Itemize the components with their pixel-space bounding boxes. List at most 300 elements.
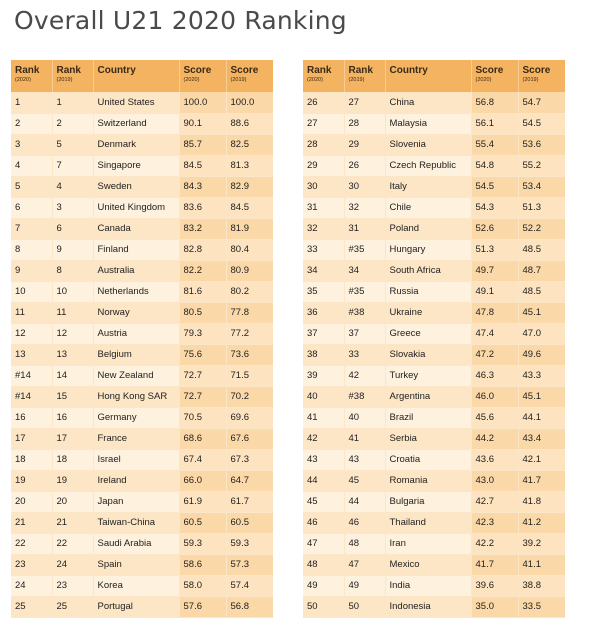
table-row (11, 92, 273, 113)
score-2020-cell: 54.3 (471, 197, 518, 218)
score-2019-cell: 73.6 (226, 344, 273, 365)
score-2020-cell: 39.6 (471, 575, 518, 596)
rank-2020-cell: 1 (11, 92, 52, 113)
rank-2019-cell: 11 (52, 302, 93, 323)
rank-2019-cell: 21 (52, 512, 93, 533)
rank-2019-cell: 23 (52, 575, 93, 596)
rank-2019-cell: 3 (52, 197, 93, 218)
country-cell: Denmark (93, 134, 179, 155)
rank-2019-cell: 41 (344, 428, 385, 449)
rank-2019-cell: #38 (344, 302, 385, 323)
rank-2019-cell: 25 (52, 596, 93, 617)
rank-2019-cell: 28 (344, 113, 385, 134)
table-row (303, 512, 565, 533)
country-cell: Indonesia (385, 596, 471, 617)
score-2019-cell: 38.8 (518, 575, 565, 596)
score-2019-cell: 60.5 (226, 512, 273, 533)
rank-2019-cell: 31 (344, 218, 385, 239)
table-row (11, 176, 273, 197)
country-cell: India (385, 575, 471, 596)
score-2020-cell: 84.5 (179, 155, 226, 176)
score-2020-cell: 72.7 (179, 386, 226, 407)
rank-2019-cell: #38 (344, 386, 385, 407)
table-row (11, 323, 273, 344)
country-cell: United States (93, 92, 179, 113)
score-2020-cell: 52.6 (471, 218, 518, 239)
country-cell: Bulgaria (385, 491, 471, 512)
table-row (11, 491, 273, 512)
score-2020-cell: 51.3 (471, 239, 518, 260)
table-row (303, 344, 565, 365)
rank-2019-cell: 29 (344, 134, 385, 155)
score-2019-cell: 39.2 (518, 533, 565, 554)
rank-2019-cell: 14 (52, 365, 93, 386)
score-2019-cell: 54.5 (518, 113, 565, 134)
score-2020-cell: 47.8 (471, 302, 518, 323)
score-2019-cell: 43.4 (518, 428, 565, 449)
rank-2019-cell: 6 (52, 218, 93, 239)
table-row (11, 197, 273, 218)
rank-2019-cell: 7 (52, 155, 93, 176)
score-2019-cell: 41.2 (518, 512, 565, 533)
score-2019-cell: 47.0 (518, 323, 565, 344)
header-score-2019: Score (2019) (226, 60, 273, 92)
score-2020-cell: 84.3 (179, 176, 226, 197)
rank-2019-cell: 17 (52, 428, 93, 449)
rank-2019-cell: 48 (344, 533, 385, 554)
rank-2019-cell: 2 (52, 113, 93, 134)
table-row (303, 92, 565, 113)
rank-2020-cell: 37 (303, 323, 344, 344)
country-cell: Mexico (385, 554, 471, 575)
score-2020-cell: 41.7 (471, 554, 518, 575)
rank-2019-cell: 4 (52, 176, 93, 197)
rank-2020-cell: 10 (11, 281, 52, 302)
country-cell: Slovakia (385, 344, 471, 365)
score-2019-cell: 48.5 (518, 239, 565, 260)
country-cell: Brazil (385, 407, 471, 428)
rank-2019-cell: 15 (52, 386, 93, 407)
table-row (303, 365, 565, 386)
country-cell: Finland (93, 239, 179, 260)
score-2019-cell: 59.3 (226, 533, 273, 554)
table-row (303, 281, 565, 302)
country-cell: Saudi Arabia (93, 533, 179, 554)
country-cell: South Africa (385, 260, 471, 281)
rank-2020-cell: 19 (11, 470, 52, 491)
country-cell: Spain (93, 554, 179, 575)
score-2019-cell: 70.2 (226, 386, 273, 407)
rank-2019-cell: 20 (52, 491, 93, 512)
table-header-row (11, 60, 273, 92)
country-cell: Malaysia (385, 113, 471, 134)
score-2019-cell: 43.3 (518, 365, 565, 386)
table-row (303, 218, 565, 239)
rank-2019-cell: 16 (52, 407, 93, 428)
header-score-2020: Score (2020) (471, 60, 518, 92)
table-row (303, 470, 565, 491)
rank-2019-cell: #35 (344, 281, 385, 302)
table-row (11, 512, 273, 533)
table-row (11, 134, 273, 155)
score-2019-cell: 77.8 (226, 302, 273, 323)
country-cell: China (385, 92, 471, 113)
rank-2020-cell: 5 (11, 176, 52, 197)
rank-2020-cell: 8 (11, 239, 52, 260)
rank-2020-cell: 25 (11, 596, 52, 617)
country-cell: Italy (385, 176, 471, 197)
score-2020-cell: 35.0 (471, 596, 518, 617)
rank-2019-cell: 26 (344, 155, 385, 176)
score-2019-cell: 51.3 (518, 197, 565, 218)
score-2019-cell: 77.2 (226, 323, 273, 344)
rank-2020-cell: 11 (11, 302, 52, 323)
country-cell: United Kingdom (93, 197, 179, 218)
score-2020-cell: 47.2 (471, 344, 518, 365)
country-cell: Romania (385, 470, 471, 491)
country-cell: Slovenia (385, 134, 471, 155)
table-row (11, 596, 273, 617)
score-2019-cell: 82.9 (226, 176, 273, 197)
score-2019-cell: 49.6 (518, 344, 565, 365)
country-cell: Serbia (385, 428, 471, 449)
score-2019-cell: 100.0 (226, 92, 273, 113)
rank-2019-cell: 42 (344, 365, 385, 386)
table-row (11, 239, 273, 260)
rank-2020-cell: 36 (303, 302, 344, 323)
table-row (11, 428, 273, 449)
score-2019-cell: 45.1 (518, 386, 565, 407)
score-2020-cell: 44.2 (471, 428, 518, 449)
table-row (11, 302, 273, 323)
score-2020-cell: 67.4 (179, 449, 226, 470)
rank-2019-cell: 40 (344, 407, 385, 428)
score-2020-cell: 61.9 (179, 491, 226, 512)
rank-2020-cell: 50 (303, 596, 344, 617)
table-row (303, 302, 565, 323)
rank-2020-cell: 21 (11, 512, 52, 533)
score-2020-cell: 85.7 (179, 134, 226, 155)
score-2019-cell: 54.7 (518, 92, 565, 113)
rank-2019-cell: 27 (344, 92, 385, 113)
score-2020-cell: 55.4 (471, 134, 518, 155)
table-row (11, 281, 273, 302)
score-2019-cell: 67.3 (226, 449, 273, 470)
rank-2019-cell: 45 (344, 470, 385, 491)
score-2019-cell: 84.5 (226, 197, 273, 218)
rank-2020-cell: 42 (303, 428, 344, 449)
score-2019-cell: 41.7 (518, 470, 565, 491)
score-2019-cell: 69.6 (226, 407, 273, 428)
table-row (11, 386, 273, 407)
table-row (11, 344, 273, 365)
score-2019-cell: 41.8 (518, 491, 565, 512)
rank-2020-cell: 12 (11, 323, 52, 344)
table-row (303, 323, 565, 344)
rank-2020-cell: 46 (303, 512, 344, 533)
table-row (303, 533, 565, 554)
rank-2019-cell: 49 (344, 575, 385, 596)
score-2019-cell: 88.6 (226, 113, 273, 134)
country-cell: Belgium (93, 344, 179, 365)
score-2020-cell: 47.4 (471, 323, 518, 344)
rank-2020-cell: 24 (11, 575, 52, 596)
rank-2020-cell: 32 (303, 218, 344, 239)
score-2020-cell: 80.5 (179, 302, 226, 323)
country-cell: Croatia (385, 449, 471, 470)
rank-2019-cell: 19 (52, 470, 93, 491)
score-2020-cell: 83.2 (179, 218, 226, 239)
rank-2020-cell: 18 (11, 449, 52, 470)
country-cell: France (93, 428, 179, 449)
table-row (303, 554, 565, 575)
table-row (303, 134, 565, 155)
score-2020-cell: 56.8 (471, 92, 518, 113)
table-row (11, 260, 273, 281)
table-row (303, 449, 565, 470)
table-row (303, 428, 565, 449)
country-cell: Thailand (385, 512, 471, 533)
header-rank-2019: Rank (2019) (344, 60, 385, 92)
table-row (11, 554, 273, 575)
score-2019-cell: 53.6 (518, 134, 565, 155)
table-row (11, 575, 273, 596)
table-row (11, 533, 273, 554)
table-row (303, 176, 565, 197)
table-row (11, 449, 273, 470)
score-2020-cell: 42.2 (471, 533, 518, 554)
score-2019-cell: 57.3 (226, 554, 273, 575)
score-2020-cell: 49.1 (471, 281, 518, 302)
score-2020-cell: 66.0 (179, 470, 226, 491)
rank-2020-cell: 49 (303, 575, 344, 596)
score-2020-cell: 46.3 (471, 365, 518, 386)
rank-2020-cell: 6 (11, 197, 52, 218)
score-2019-cell: 44.1 (518, 407, 565, 428)
score-2019-cell: 64.7 (226, 470, 273, 491)
score-2019-cell: 56.8 (226, 596, 273, 617)
score-2019-cell: 61.7 (226, 491, 273, 512)
score-2020-cell: 68.6 (179, 428, 226, 449)
rank-2020-cell: 3 (11, 134, 52, 155)
rank-2019-cell: 22 (52, 533, 93, 554)
score-2020-cell: 46.0 (471, 386, 518, 407)
score-2019-cell: 42.1 (518, 449, 565, 470)
rank-2020-cell: 34 (303, 260, 344, 281)
rank-2020-cell: 41 (303, 407, 344, 428)
table-row (11, 113, 273, 134)
score-2020-cell: 42.7 (471, 491, 518, 512)
header-rank-2020: Rank (2020) (11, 60, 52, 92)
rank-2020-cell: #14 (11, 386, 52, 407)
table-row (303, 197, 565, 218)
country-cell: Japan (93, 491, 179, 512)
rank-2019-cell: 8 (52, 260, 93, 281)
rank-2020-cell: 16 (11, 407, 52, 428)
rank-2019-cell: 44 (344, 491, 385, 512)
rank-2019-cell: 43 (344, 449, 385, 470)
rank-2019-cell: 24 (52, 554, 93, 575)
score-2019-cell: 52.2 (518, 218, 565, 239)
country-cell: Switzerland (93, 113, 179, 134)
rank-2019-cell: 37 (344, 323, 385, 344)
rank-2020-cell: 2 (11, 113, 52, 134)
score-2020-cell: 72.7 (179, 365, 226, 386)
rank-2020-cell: 47 (303, 533, 344, 554)
rank-2020-cell: 9 (11, 260, 52, 281)
country-cell: Turkey (385, 365, 471, 386)
country-cell: Taiwan-China (93, 512, 179, 533)
score-2020-cell: 43.0 (471, 470, 518, 491)
rank-2019-cell: 12 (52, 323, 93, 344)
country-cell: Greece (385, 323, 471, 344)
country-cell: Hungary (385, 239, 471, 260)
header-score-2019: Score (2019) (518, 60, 565, 92)
rank-2020-cell: 35 (303, 281, 344, 302)
country-cell: New Zealand (93, 365, 179, 386)
score-2020-cell: 58.0 (179, 575, 226, 596)
country-cell: Canada (93, 218, 179, 239)
rank-2020-cell: 31 (303, 197, 344, 218)
score-2019-cell: 82.5 (226, 134, 273, 155)
score-2020-cell: 49.7 (471, 260, 518, 281)
score-2020-cell: 83.6 (179, 197, 226, 218)
score-2020-cell: 60.5 (179, 512, 226, 533)
rank-2019-cell: #35 (344, 239, 385, 260)
table-row (303, 575, 565, 596)
rank-2020-cell: 27 (303, 113, 344, 134)
rank-2020-cell: 29 (303, 155, 344, 176)
rank-2019-cell: 46 (344, 512, 385, 533)
country-cell: Australia (93, 260, 179, 281)
score-2019-cell: 41.1 (518, 554, 565, 575)
score-2020-cell: 90.1 (179, 113, 226, 134)
score-2020-cell: 54.5 (471, 176, 518, 197)
rank-2019-cell: 9 (52, 239, 93, 260)
country-cell: Sweden (93, 176, 179, 197)
score-2020-cell: 70.5 (179, 407, 226, 428)
rank-2020-cell: 40 (303, 386, 344, 407)
rank-2019-cell: 13 (52, 344, 93, 365)
score-2020-cell: 43.6 (471, 449, 518, 470)
rank-2020-cell: 28 (303, 134, 344, 155)
header-country: Country (93, 60, 179, 92)
header-country: Country (385, 60, 471, 92)
rank-2020-cell: 45 (303, 491, 344, 512)
score-2019-cell: 55.2 (518, 155, 565, 176)
header-score-2020: Score (2020) (179, 60, 226, 92)
country-cell: Singapore (93, 155, 179, 176)
country-cell: Israel (93, 449, 179, 470)
country-cell: Ireland (93, 470, 179, 491)
country-cell: Poland (385, 218, 471, 239)
table-header-row (303, 60, 565, 92)
score-2019-cell: 33.5 (518, 596, 565, 617)
country-cell: Russia (385, 281, 471, 302)
rank-2020-cell: #14 (11, 365, 52, 386)
table-row (11, 470, 273, 491)
score-2019-cell: 81.9 (226, 218, 273, 239)
ranking-table-left (11, 60, 273, 618)
score-2020-cell: 56.1 (471, 113, 518, 134)
rank-2019-cell: 34 (344, 260, 385, 281)
rank-2020-cell: 30 (303, 176, 344, 197)
rank-2019-cell: 32 (344, 197, 385, 218)
score-2019-cell: 57.4 (226, 575, 273, 596)
country-cell: Norway (93, 302, 179, 323)
rank-2019-cell: 18 (52, 449, 93, 470)
table-row (303, 407, 565, 428)
country-cell: Germany (93, 407, 179, 428)
rank-2019-cell: 5 (52, 134, 93, 155)
rank-2019-cell: 47 (344, 554, 385, 575)
score-2020-cell: 42.3 (471, 512, 518, 533)
score-2019-cell: 80.4 (226, 239, 273, 260)
rank-2020-cell: 20 (11, 491, 52, 512)
rank-2020-cell: 7 (11, 218, 52, 239)
header-rank-2020: Rank (2020) (303, 60, 344, 92)
table-row (303, 113, 565, 134)
score-2019-cell: 48.7 (518, 260, 565, 281)
table-row (303, 386, 565, 407)
score-2020-cell: 75.6 (179, 344, 226, 365)
rank-2019-cell: 33 (344, 344, 385, 365)
table-row (11, 155, 273, 176)
score-2020-cell: 58.6 (179, 554, 226, 575)
country-cell: Austria (93, 323, 179, 344)
rank-2020-cell: 43 (303, 449, 344, 470)
country-cell: Korea (93, 575, 179, 596)
score-2020-cell: 45.6 (471, 407, 518, 428)
country-cell: Czech Republic (385, 155, 471, 176)
score-2019-cell: 45.1 (518, 302, 565, 323)
table-row (11, 407, 273, 428)
rank-2019-cell: 50 (344, 596, 385, 617)
country-cell: Netherlands (93, 281, 179, 302)
rank-2020-cell: 26 (303, 92, 344, 113)
rank-2019-cell: 1 (52, 92, 93, 113)
table-row (303, 239, 565, 260)
country-cell: Iran (385, 533, 471, 554)
table-row (303, 260, 565, 281)
country-cell: Argentina (385, 386, 471, 407)
ranking-table-right (303, 60, 565, 618)
score-2019-cell: 67.6 (226, 428, 273, 449)
rank-2019-cell: 30 (344, 176, 385, 197)
rank-2020-cell: 4 (11, 155, 52, 176)
score-2019-cell: 53.4 (518, 176, 565, 197)
ranking-rows-right (303, 92, 565, 617)
score-2019-cell: 80.2 (226, 281, 273, 302)
score-2020-cell: 54.8 (471, 155, 518, 176)
score-2019-cell: 71.5 (226, 365, 273, 386)
rank-2020-cell: 39 (303, 365, 344, 386)
rank-2020-cell: 44 (303, 470, 344, 491)
rank-2019-cell: 10 (52, 281, 93, 302)
score-2019-cell: 48.5 (518, 281, 565, 302)
table-row (303, 155, 565, 176)
rank-2020-cell: 33 (303, 239, 344, 260)
score-2019-cell: 81.3 (226, 155, 273, 176)
score-2019-cell: 80.9 (226, 260, 273, 281)
country-cell: Chile (385, 197, 471, 218)
score-2020-cell: 82.8 (179, 239, 226, 260)
table-row (303, 596, 565, 617)
score-2020-cell: 100.0 (179, 92, 226, 113)
score-2020-cell: 79.3 (179, 323, 226, 344)
table-row (11, 218, 273, 239)
table-row (303, 491, 565, 512)
